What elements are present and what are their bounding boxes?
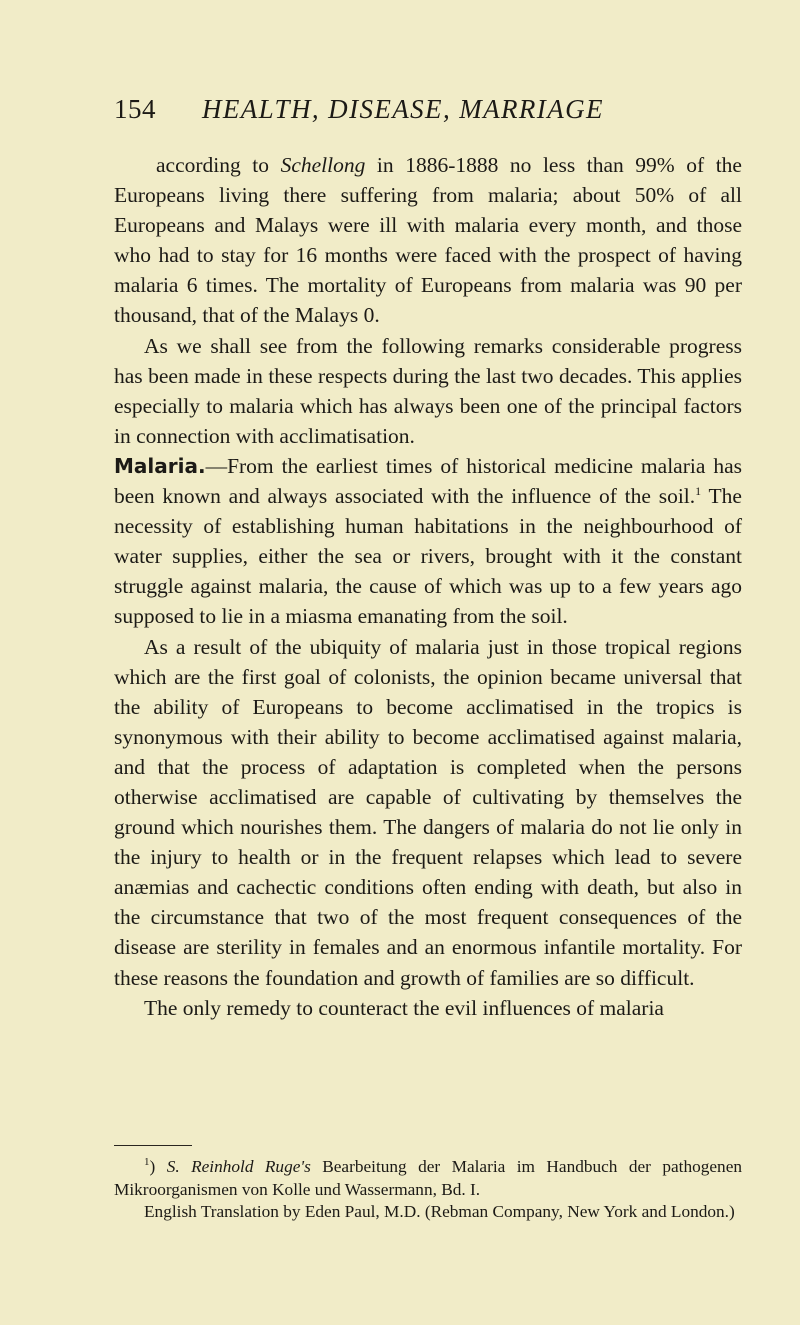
footnote-text: Bearbeitung der Malaria im Handbuch der pathogenen Mikroorganismen von Kolle und Wassermann, Bd. I. xyxy=(114,1157,742,1199)
paragraph: The only remedy to counteract the evil influences of malaria xyxy=(144,995,664,1020)
paragraph: As we shall see from the following remarks considerable progress has been made in these respects during the last two decades. This applies especially to malaria which has always been one of the principal factors in connection with acclimatisation. xyxy=(114,333,742,448)
paragraph-continued xyxy=(114,150,742,331)
footnote-reference: 1 xyxy=(695,483,702,498)
footnote-mark: 1 xyxy=(144,1156,150,1169)
paragraph-text: in 1886-1888 no less than 99% of the Europeans living there suffering from malaria; about 50% of all Europeans and Malays were ill with malaria every month, and those who had to stay for 16 months were faced with the prospect of having malaria 6 times. The mortality of Europeans from malaria was 90 per thousand, that of the Malays 0. xyxy=(114,153,742,328)
paragraph-text: The necessity of establishing human habitations in the neighbourhood of water supplies, either the sea or rivers, brought with it the constant struggle against malaria, the cause of which was up to a few years ago supposed to lie in a miasma emanating from the soil. xyxy=(114,484,742,629)
footnote: $^1$) S. Reinhold Ruge's Bearbeitung der Malaria im Handbuch der pathogenen Mikroorganismen von Kolle und Wassermann, Bd. I. xyxy=(114,1156,742,1199)
footnote-author: S. Reinhold Ruge's xyxy=(166,1157,311,1176)
footnote-continuation: English Translation by Eden Paul, M.D. (Rebman Company, New York and London.) xyxy=(144,1202,735,1221)
section-heading: Malaria. xyxy=(114,453,206,478)
footnote-divider xyxy=(114,1145,192,1146)
running-title: HEALTH, DISEASE, MARRIAGE xyxy=(202,94,604,124)
paragraph-malaria xyxy=(114,451,742,632)
body-text xyxy=(114,150,742,1023)
cited-author: Schellong xyxy=(280,153,366,177)
paragraph: As a result of the ubiquity of malaria just in those tropical regions which are the first goal of colonists, the opinion became universal that the ability of Europeans to become acclimatised in the tropics is synonymous with their ability to become acclimatised against malaria, and that the process of adaptation is completed when the persons otherwise acclimatised are capable of cultivating by themselves the ground which nourishes them. The dangers of malaria do not lie only in the injury to health or in the frequent relapses which lead to severe anæmias and cachectic conditions often ending with death, but also in the circumstance that two of the most frequent consequences of the disease are sterility in females and an enormous infantile mortality. For these reasons the foundation and growth of families are so difficult. xyxy=(114,634,742,990)
paragraph-text: —From the earliest times of historical medicine malaria has been known and always associated with the influence of the soil. xyxy=(114,453,742,509)
page-header xyxy=(114,94,754,138)
page-number: 154 xyxy=(114,94,156,124)
footnotes xyxy=(114,1156,742,1224)
paragraph-text: according to xyxy=(156,153,281,177)
